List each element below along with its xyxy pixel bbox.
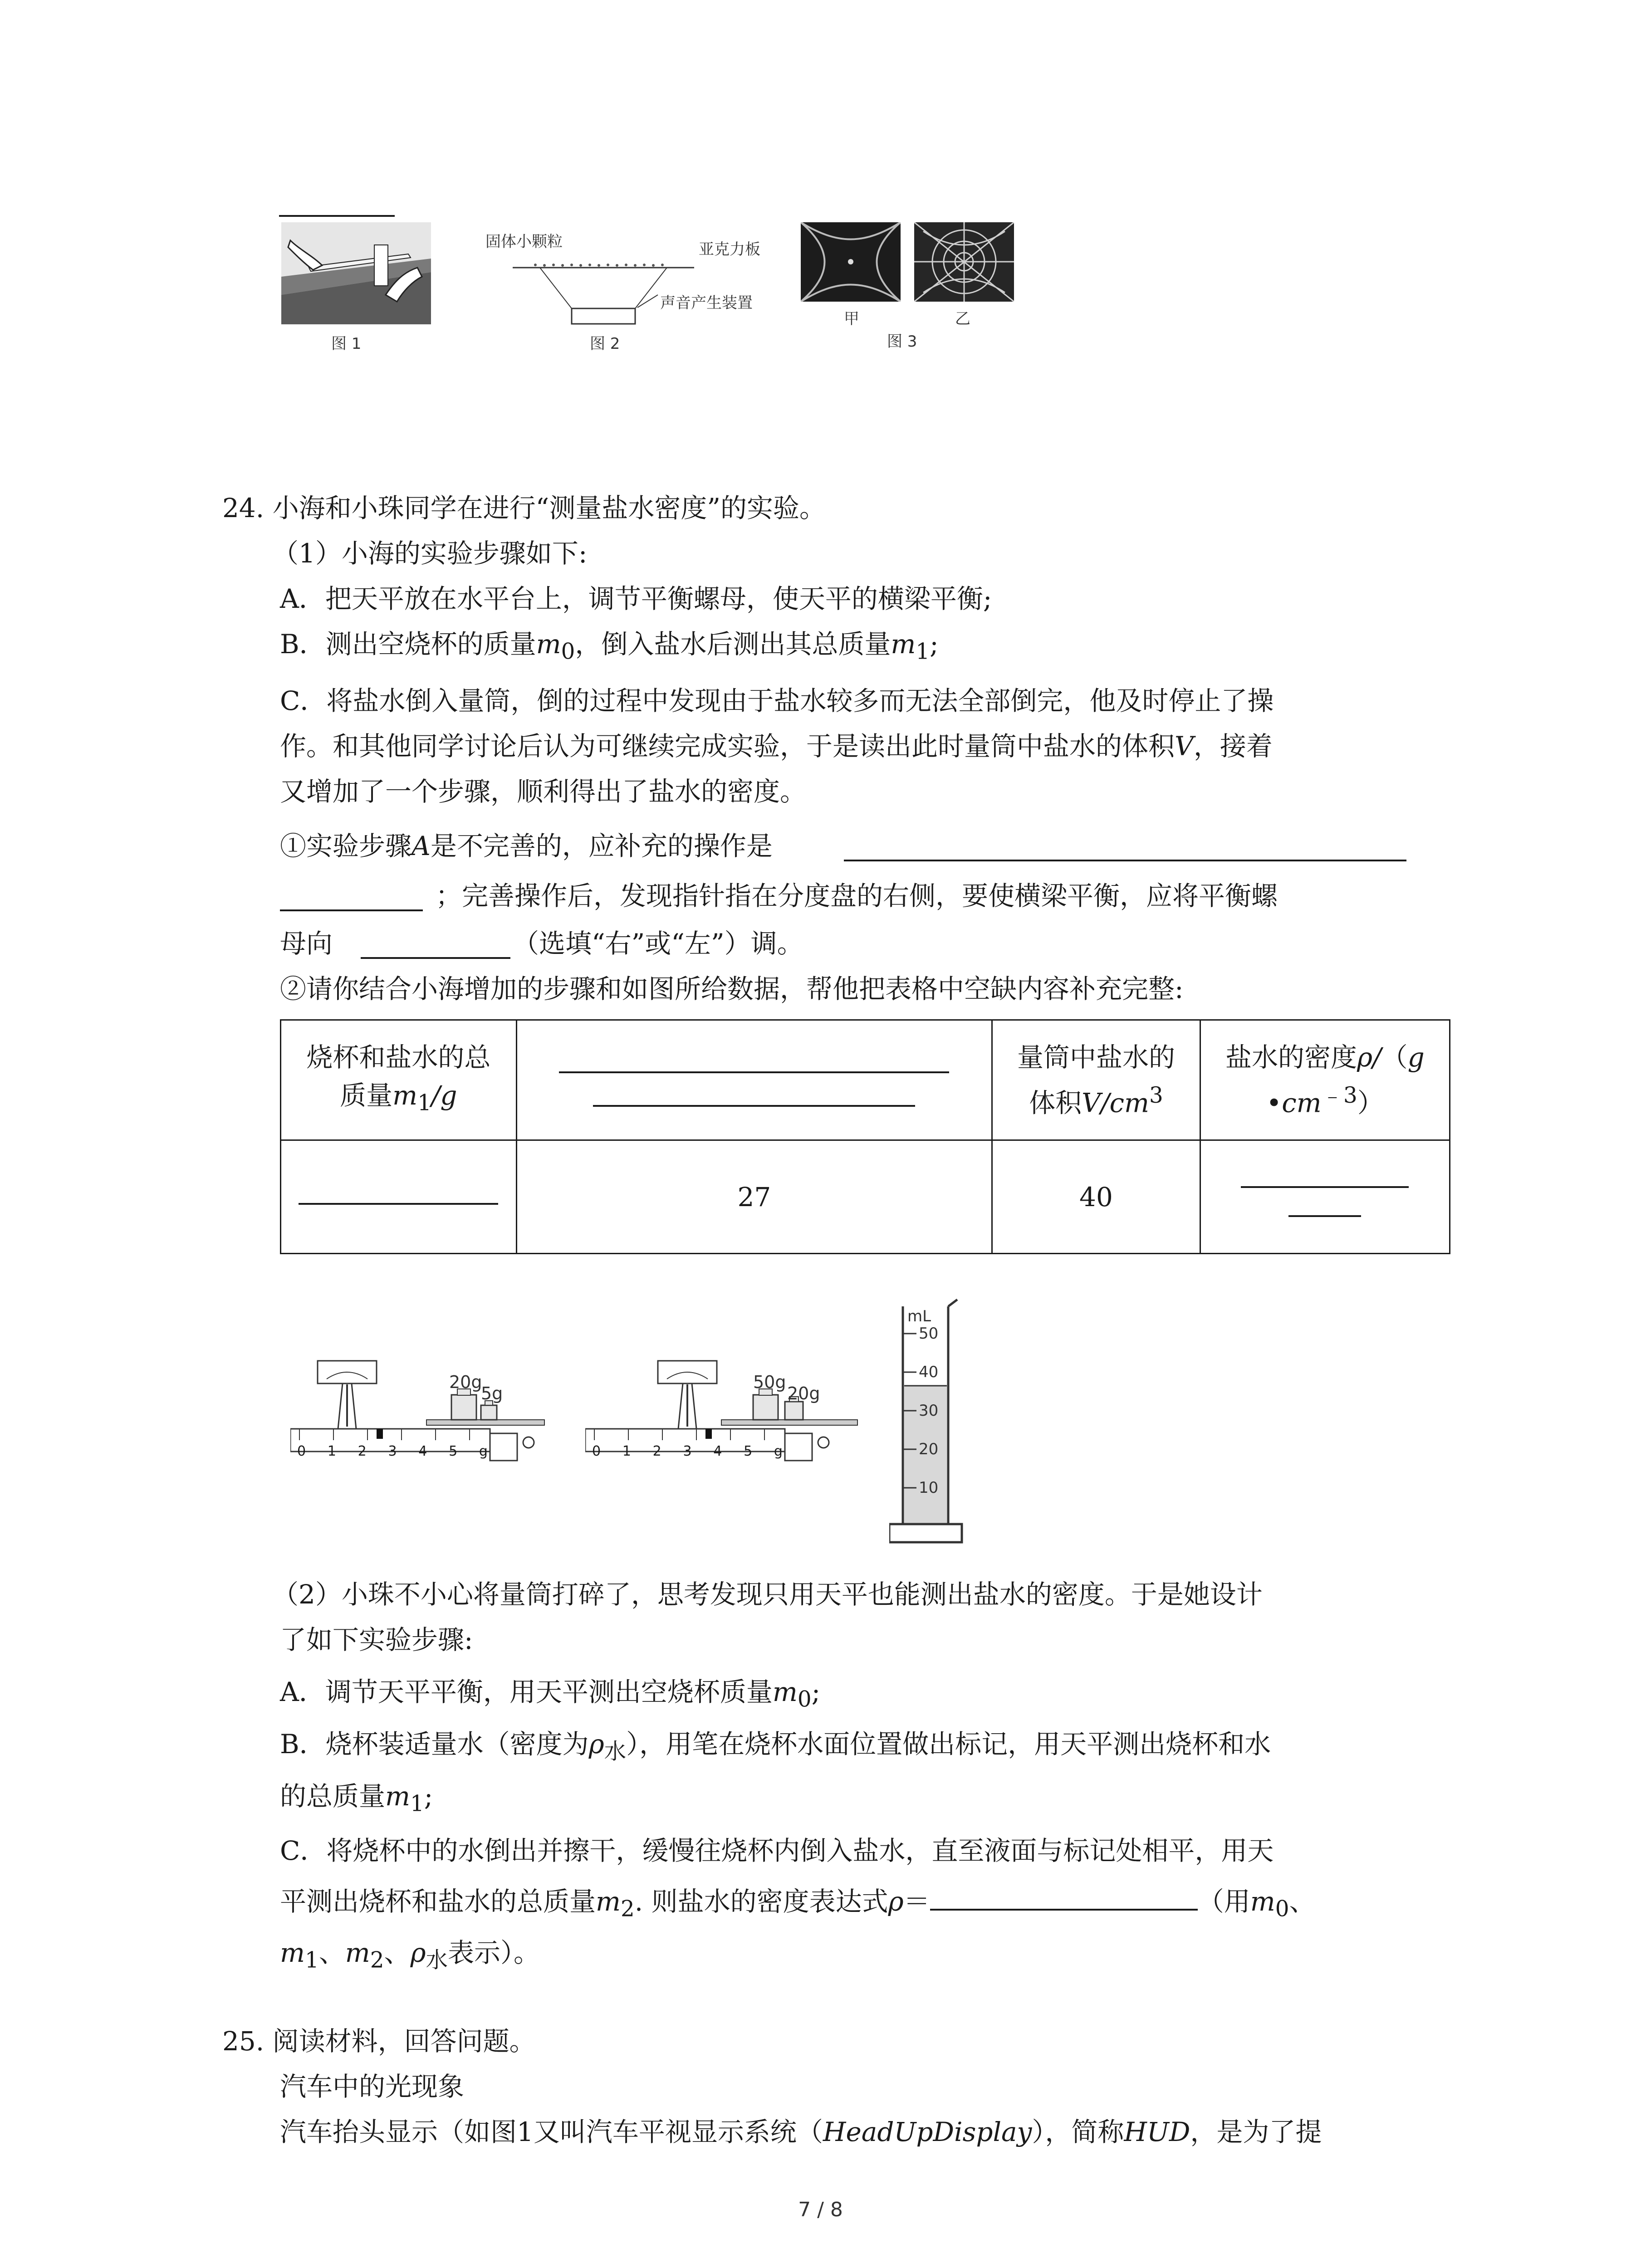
balance-2-scale-numbers: 0 1 2 3 4 5 g bbox=[592, 1443, 783, 1459]
figure-2-label-device: 声音产生装置 bbox=[660, 294, 753, 312]
figure-2-label-particles: 固体小颗粒 bbox=[485, 233, 563, 251]
cylinder-tick-50: 50 bbox=[919, 1325, 939, 1343]
q24-sub1-answer-blank-1[interactable] bbox=[844, 860, 1406, 861]
balance-1-scale-numbers: 0 1 2 3 4 5 g bbox=[297, 1443, 488, 1459]
q24-sub1-line3-b: （选填“右”或“左”）调。 bbox=[513, 928, 803, 959]
table-cell-density-blank[interactable] bbox=[1200, 1140, 1450, 1254]
cylinder-tick-20: 20 bbox=[919, 1440, 939, 1458]
cylinder-tick-30: 30 bbox=[919, 1402, 939, 1420]
page-number: 7 / 8 bbox=[798, 2198, 843, 2221]
q24-part2-line2: 了如下实验步骤: bbox=[280, 1624, 473, 1655]
table-header-density: 盐水的密度ρ/（g $•cm^{﹣3}$） bbox=[1200, 1020, 1450, 1140]
cylinder-tick-10: 10 bbox=[919, 1479, 939, 1497]
q24-part2-step-a: A．调节天平平衡，用天平测出空烧杯质量$m_0$; bbox=[280, 1677, 821, 1712]
table-header-blank[interactable] bbox=[516, 1020, 992, 1140]
q25-title: 汽车中的光现象 bbox=[280, 2071, 465, 2102]
q24-sub2: ②请你结合小海增加的步骤和如图所给数据，帮他把表格中空缺内容补充完整: bbox=[280, 973, 1184, 1004]
q25-line1: 汽车抬头显示（如图1又叫汽车平视显示系统（HeadUpDisplay），简称HUD，是为了提 bbox=[280, 2116, 1322, 2147]
figure-1-caption: 图 1 bbox=[331, 335, 362, 353]
q24-part2-step-c-line2: 平测出烧杯和盐水的总质量$m_2$. 则盐水的密度表达式ρ＝ （用$m_0$、 bbox=[280, 1882, 1316, 1927]
q24-part2-line1: （2）小珠不小心将量筒打碎了，思考发现只用天平也能测出盐水的密度。于是她设计 bbox=[272, 1579, 1263, 1610]
q24-figures bbox=[281, 1297, 1007, 1556]
balance-2-weight-50g: 50g bbox=[753, 1372, 786, 1392]
cylinder-tick-40: 40 bbox=[919, 1363, 939, 1381]
table-cell-total-mass-blank[interactable] bbox=[281, 1140, 517, 1254]
q24-step-a: A．把天平放在水平台上，调节平衡螺母，使天平的横梁平衡; bbox=[280, 583, 992, 614]
figure-3-label-right: 乙 bbox=[955, 310, 970, 328]
q24-step-c-line3: 又增加了一个步骤，顺利得出了盐水的密度。 bbox=[280, 776, 807, 807]
q24-sub1-answer-blank-3[interactable] bbox=[361, 957, 510, 959]
figure-3-label-left: 甲 bbox=[844, 310, 859, 328]
q24-part2-step-c-line1: C．将烧杯中的水倒出并擦干，缓慢往烧杯内倒入盐水，直至液面与标记处相平，用天 bbox=[280, 1835, 1274, 1866]
figure-2-caption: 图 2 bbox=[590, 335, 620, 353]
balance-2-weight-20g: 20g bbox=[787, 1383, 820, 1403]
q24-step-c-line2: 作。和其他同学讨论后认为可继续完成实验，于是读出此时量筒中盐水的体积V，接着 bbox=[280, 731, 1273, 762]
q24-step-b: B．测出空烧杯的质量$m_0$，倒入盐水后测出其总质量$m_1$; bbox=[280, 629, 939, 665]
table-cell-value-2: 27 bbox=[516, 1140, 992, 1254]
q24-part2-step-b-line1: B．烧杯装适量水（密度为$\rho_水$），用笔在烧杯水面位置做出标记，用天平测出烧杯和水 bbox=[280, 1729, 1271, 1765]
q24-part2-step-c-line3: $m_1$、$m_2$、$\rho_水$表示）。 bbox=[280, 1937, 540, 1973]
q24-part2-step-b-line2: 的总质量$m_1$; bbox=[280, 1781, 433, 1817]
answer-blank-top bbox=[279, 215, 395, 217]
figure-3-left-pattern bbox=[801, 222, 901, 302]
balance-1-weight-5g: 5g bbox=[481, 1383, 503, 1403]
q24-step-c-line1: C．将盐水倒入量筒，倒的过程中发现由于盐水较多而无法全部倒完，他及时停止了操 bbox=[280, 685, 1274, 716]
top-figures bbox=[272, 209, 1043, 358]
q24-data-table bbox=[280, 1019, 1450, 1254]
q24-sub1-line3-a: 母向 bbox=[280, 928, 333, 959]
q24-stem: 24. 小海和小珠同学在进行“测量盐水密度”的实验。 bbox=[222, 493, 826, 523]
figure-3-right-pattern bbox=[914, 222, 1014, 302]
table-header-volume: 量筒中盐水的 体积$V/cm^3$ bbox=[992, 1020, 1200, 1140]
density-expression-blank[interactable] bbox=[930, 1882, 1198, 1911]
q24-sub1-line1: ①实验步骤A是不完善的，应补充的操作是 bbox=[280, 831, 773, 861]
q25-stem: 25. 阅读材料，回答问题。 bbox=[222, 2026, 536, 2057]
figure-3-caption: 图 3 bbox=[887, 332, 917, 351]
q24-sub1-line2: ；完善操作后，发现指针指在分度盘的右侧，要使横梁平衡，应将平衡螺 bbox=[436, 880, 1278, 911]
table-cell-value-3: 40 bbox=[992, 1140, 1200, 1254]
q24-part1-title: （1）小海的实验步骤如下: bbox=[272, 538, 588, 569]
figure-2-label-board: 亚克力板 bbox=[699, 240, 760, 259]
figure-2-diagram bbox=[508, 240, 699, 331]
q24-sub1-answer-blank-2[interactable] bbox=[280, 909, 423, 911]
balance-1-weight-20g: 20g bbox=[449, 1372, 482, 1392]
figure-1-ruler-photo bbox=[281, 222, 431, 324]
table-header-total-mass: 烧杯和盐水的总 质量$m_1/g$ bbox=[281, 1020, 517, 1140]
cylinder-unit: mL bbox=[907, 1307, 931, 1325]
